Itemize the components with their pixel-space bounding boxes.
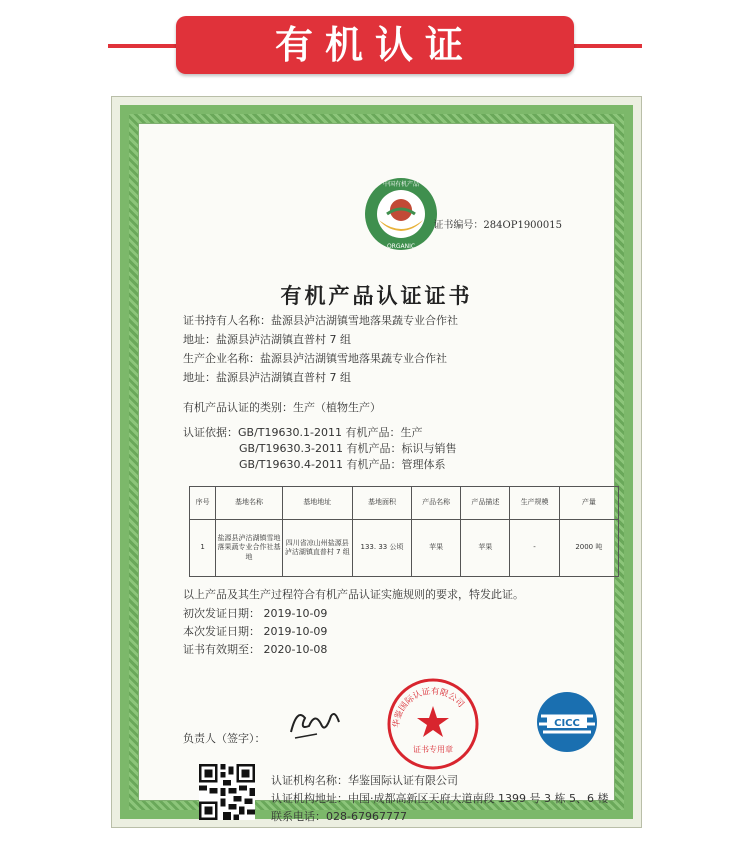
seal-text: 华鉴国际认证有限公司 — [391, 686, 466, 729]
table-header: 基地地址 — [282, 487, 352, 520]
table-cell: 苹果 — [412, 520, 461, 577]
cicc-logo-icon — [535, 690, 599, 754]
signatory-label: 负责人（签字）： — [183, 732, 266, 745]
table-header: 产品描述 — [461, 487, 510, 520]
table-cell: - — [510, 520, 559, 577]
table-cell: 1 — [190, 520, 216, 577]
compliance-statement: 以上产品及其生产过程符合有机产品认证实施规则的要求，特发此证。 — [183, 588, 524, 601]
banner-line-left — [108, 44, 176, 48]
producer-address: 地址：盐源县泸沽湖镇直普村 7 组 — [183, 371, 351, 384]
table-header: 生产规模 — [510, 487, 559, 520]
valid-until-date: 证书有效期至： 2020-10-08 — [183, 643, 328, 656]
first-issue-date: 初次发证日期： 2019-10-09 — [183, 607, 328, 620]
table-header: 产量 — [559, 487, 618, 520]
logo-text: 中国有机产品 — [382, 181, 420, 188]
table-cell: 盐源县泸沽湖镇雪地落果蔬专业合作社基地 — [216, 520, 282, 577]
basis-line-2: GB/T19630.3-2011 有机产品：标识与销售 — [239, 442, 457, 455]
table-cell: 苹果 — [461, 520, 510, 577]
certificate-frame — [111, 96, 642, 828]
table-header: 基地面积 — [352, 487, 411, 520]
holder-address: 地址：盐源县泸沽湖镇直普村 7 组 — [183, 333, 351, 346]
issuer-name: 认证机构名称：华鉴国际认证有限公司 — [271, 774, 458, 787]
qr-code-icon — [199, 764, 255, 820]
table-cell: 133. 33 公顷 — [352, 520, 411, 577]
seal-subtext: 证书专用章 — [413, 745, 453, 754]
basis-line-1: 认证依据：GB/T19630.1-2011 有机产品：生产 — [183, 426, 423, 439]
table-cell: 2000 吨 — [559, 520, 618, 577]
section-banner: 有机认证 — [176, 16, 574, 74]
cicc-label: CICC — [554, 718, 580, 729]
table-header: 产品名称 — [412, 487, 461, 520]
basis-line-3: GB/T19630.4-2011 有机产品：管理体系 — [239, 458, 446, 471]
certificate-title: 有机产品认证证书 — [280, 284, 473, 308]
issuer-address: 认证机构地址：中国·成都高新区天府大道南段 1399 号 3 栋 5、6 楼 — [271, 792, 609, 805]
table-header-row — [190, 487, 619, 520]
table-cell: 四川省凉山州盐源县泸沽湖镇直普村 7 组 — [282, 520, 352, 577]
table-header: 序号 — [190, 487, 216, 520]
banner-line-right — [574, 44, 642, 48]
certificate-number: 证书编号：284OP1900015 — [433, 220, 562, 231]
logo-subtext: ORGANIC — [386, 243, 416, 250]
certification-category: 有机产品认证的类别：生产（植物生产） — [183, 401, 381, 414]
producer-name: 生产企业名称：盐源县泸沽湖镇雪地落果蔬专业合作社 — [183, 352, 447, 365]
handwritten-signature — [287, 702, 343, 742]
table-row — [190, 520, 619, 577]
table-header: 基地名称 — [216, 487, 282, 520]
holder-name: 证书持有人名称：盐源县泸沽湖镇雪地落果蔬专业合作社 — [183, 314, 458, 327]
issuer-phone: 联系电话：028-67967777 — [271, 810, 407, 823]
official-seal-icon — [385, 676, 481, 772]
this-issue-date: 本次发证日期： 2019-10-09 — [183, 625, 328, 638]
base-table — [189, 486, 619, 577]
organic-logo-icon — [363, 176, 439, 252]
certificate-body — [138, 123, 615, 823]
